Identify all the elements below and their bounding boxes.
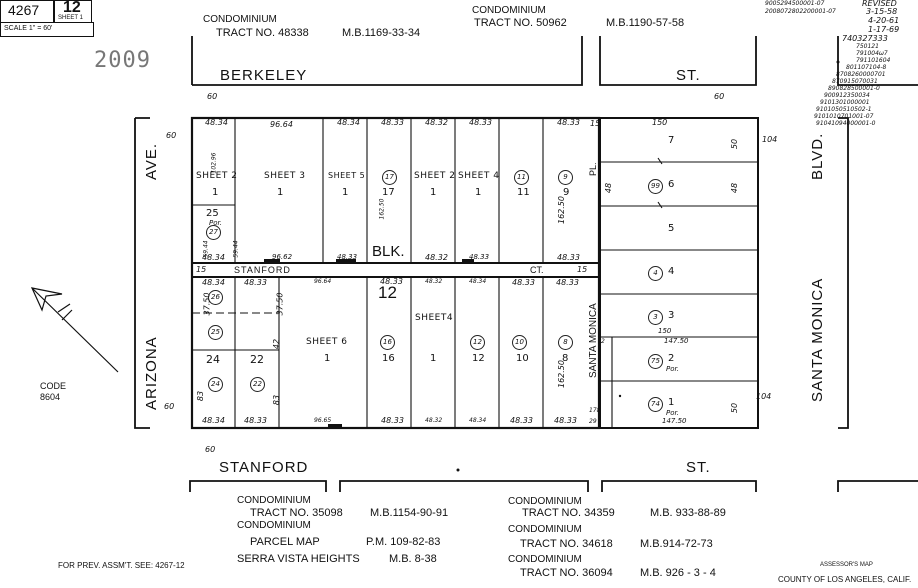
parcel-10: 10 [512, 335, 527, 350]
lot-1-s4b: 1 [430, 353, 437, 364]
page-number: 12 [63, 0, 81, 16]
parcel-99: 99 [648, 179, 663, 194]
code-value: 8604 [40, 392, 61, 402]
lot-1-s4: 1 [475, 187, 482, 198]
parcel-3: 3 [648, 310, 663, 325]
sheet-3: SHEET 3 [264, 171, 306, 181]
lot-1-s3: 1 [277, 187, 284, 198]
scale-text: SCALE 1" = 60' [4, 25, 53, 32]
dim-50-bottom: 50 [730, 402, 740, 414]
code-label: CODE [40, 381, 67, 391]
dim-104-bottom: 104 [756, 392, 772, 401]
condo-bl1-title: CONDOMINIUM [237, 495, 311, 506]
dim-15-b: 15 [196, 265, 207, 274]
lot-r7: 7 [668, 135, 675, 146]
parcel-26: 26 [208, 290, 223, 305]
dim-top-3: 48.34 [337, 118, 360, 127]
county-label: COUNTY OF LOS ANGELES, CALIF. [778, 575, 912, 584]
dim-top-5: 48.32 [425, 118, 448, 127]
north-arrow [32, 288, 118, 372]
lot-24: 24 [206, 353, 220, 366]
dim-top-7: 48.33 [557, 118, 580, 127]
lot-r3: 3 [668, 310, 675, 321]
dim-15-a: 15 [590, 119, 601, 128]
condo-br1-tract: TRACT NO. 34359 [522, 507, 615, 519]
condo-br2-title: CONDOMINIUM [508, 524, 582, 535]
sheet-2-top: SHEET 2 [196, 171, 238, 181]
dim-low-5: 48.32 [425, 278, 443, 285]
dim-59-44-b: 59.44 [232, 240, 240, 258]
dim-low-7: 48.33 [512, 278, 535, 287]
stanford-far-right [838, 481, 918, 492]
street-santa-monica-pl-top: PL. [588, 162, 598, 176]
dim-37-50: 37.50 [202, 292, 212, 316]
parcel-25: 25 [208, 325, 223, 340]
dim-bot-5: 48.32 [425, 417, 443, 424]
street-santa-monica-pl: SANTA MONICA [588, 303, 599, 378]
condo-br1-title: CONDOMINIUM [508, 496, 582, 507]
dim-top-4: 48.33 [381, 118, 404, 127]
dim-mid-6: 48.33 [557, 253, 580, 262]
lot-10: 10 [516, 353, 529, 364]
dim-2: 2 [601, 338, 605, 345]
dim-mid-5: 48.33 [469, 253, 490, 261]
dim-bot-4: 48.33 [381, 416, 404, 425]
top-stamp-2: 2008072802200001-07 [765, 8, 836, 15]
dim-60-berkeley-left: 60 [207, 92, 218, 101]
sheet-5: SHEET 5 [328, 171, 366, 180]
dim-60-stanford: 60 [205, 445, 216, 454]
santa-monica-east-curb [838, 118, 848, 428]
dim-37-50-b: 37.50 [275, 292, 285, 316]
condo-br1-mb: M.B. 933-88-89 [650, 507, 726, 519]
dim-mid-2: 96.62 [272, 253, 293, 261]
parcel-8: 8 [558, 335, 573, 350]
condo-br2-tract: TRACT NO. 34618 [520, 538, 613, 550]
dim-147-bot: 147.50 [662, 417, 687, 425]
lot-16: 16 [382, 353, 395, 364]
street-stanford-ct-suffix: CT. [530, 265, 544, 275]
dim-50-top: 50 [730, 138, 740, 150]
stanford-south-curb-mid [340, 481, 588, 492]
lot-25-por: Por. [209, 219, 222, 227]
dim-bot-1: 48.34 [202, 416, 225, 425]
sheet-4-top: SHEET 4 [458, 171, 500, 181]
dim-162-50-a: 162.50 [378, 198, 386, 220]
parcel-75: 75 [648, 354, 663, 369]
block-number: 12 [378, 283, 397, 302]
parcel-22: 22 [250, 377, 265, 392]
lot-22: 22 [250, 353, 264, 366]
parcel-27: 27 [206, 225, 221, 240]
dim-mid-1: 48.34 [202, 253, 225, 262]
lot-r6: 6 [668, 179, 675, 190]
lot-11: 11 [517, 187, 530, 198]
dim-bot-2: 48.33 [244, 416, 267, 425]
parcel-16: 16 [380, 335, 395, 350]
condo-bl2-mb: P.M. 109-82-83 [366, 536, 441, 548]
sheet-label: SHEET 1 [58, 15, 83, 21]
dim-178: 178 [589, 407, 601, 414]
dim-162-50-c: 162.50 [557, 360, 566, 388]
dim-102-96: 102.96 [210, 152, 218, 174]
condo-br3-tract: TRACT NO. 36094 [520, 567, 613, 579]
lot-1-s2-left: 1 [212, 187, 219, 198]
dim-top-2: 96.64 [270, 120, 293, 129]
dim-60-arizona-bottom: 60 [164, 402, 175, 411]
lot-r2: 2 [668, 353, 675, 364]
prev-assessment: FOR PREV. ASSM'T. SEE: 4267-12 [58, 561, 185, 570]
condo-top-left-tract: TRACT NO. 48338 [216, 27, 309, 39]
dim-bot-3: 96.65 [314, 417, 332, 424]
assessor-title: ASSESSOR'S MAP [820, 562, 873, 568]
dim-42: 42 [272, 338, 282, 350]
dim-bot-8: 48.33 [554, 416, 577, 425]
dim-104-top: 104 [762, 135, 778, 144]
lot-r2-por: Por. [666, 365, 679, 373]
street-santa-monica-blvd: SANTA MONICA [809, 277, 826, 402]
street-stanford-st: ST. [686, 459, 711, 476]
condo-top-right-mb: M.B.1190-57-58 [606, 17, 685, 29]
condo-top-right-title: CONDOMINIUM [472, 5, 546, 16]
dim-top-1: 48.34 [205, 118, 228, 127]
lot-1-s5: 1 [342, 187, 349, 198]
dim-60-arizona-top: 60 [166, 131, 177, 140]
dim-162-50-b: 162.50 [557, 196, 566, 224]
lot-1-s6: 1 [324, 353, 331, 364]
dim-59-44: 59.44 [202, 240, 210, 258]
condo-br3-mb: M.B. 926 - 3 - 4 [640, 567, 716, 579]
condo-br2-mb: M.B.914-72-73 [640, 538, 713, 550]
dim-60-berkeley-right: 60 [714, 92, 725, 101]
street-berkeley: BERKELEY [220, 67, 308, 84]
lot-8: 8 [562, 353, 569, 364]
condo-top-right-tract: TRACT NO. 50962 [474, 17, 567, 29]
lot-r1: 1 [668, 397, 675, 408]
dim-low-1: 48.34 [202, 278, 225, 287]
dim-150-mid: 150 [658, 327, 672, 335]
lot-r4: 4 [668, 266, 675, 277]
sheet-4-bottom: SHEET4 [415, 313, 454, 323]
street-arizona-ave: AVE. [143, 142, 160, 180]
sheet-2-mid: SHEET 2 [414, 171, 456, 181]
dim-top-6: 48.33 [469, 118, 492, 127]
street-stanford: STANFORD [219, 459, 309, 476]
dim-low-6: 48.34 [469, 278, 487, 285]
condo-bl1-tract: TRACT NO. 35098 [250, 507, 343, 519]
top-stamp-1: 9005294500001-07 [765, 0, 825, 7]
condo-bl3-tract: SERRA VISTA HEIGHTS [237, 553, 360, 565]
lot-1-s2: 1 [430, 187, 437, 198]
condo-br3-title: CONDOMINIUM [508, 554, 582, 565]
dim-48-b: 48 [730, 182, 740, 194]
lot-9: 9 [563, 187, 570, 198]
condo-bl3-mb: M.B. 8-38 [389, 553, 437, 565]
dim-150-top: 150 [652, 118, 668, 127]
dim-83: 83 [196, 390, 206, 402]
stanford-south-curb [190, 481, 326, 492]
dim-bot-7: 48.33 [510, 416, 533, 425]
street-stanford-ct: STANFORD [234, 265, 291, 275]
revision-stamps: REVISED 3-15-58 4-20-61 1-17-69 740327333 750121 791004ω7 791101604 801107104-8 8708260000701 870915070031 890828500001-0 900912350034 9101301000001 9101050510502-1 9101010701001-07 91041094000001-0 [814, 0, 900, 127]
parcel-11: 11 [514, 170, 529, 185]
dim-low-3: 96.64 [314, 278, 332, 285]
parcel-12: 12 [470, 335, 485, 350]
dim-mid-3: 48.33 [337, 253, 358, 261]
lot-r1-por: Por. [666, 409, 679, 417]
street-arizona: ARIZONA [143, 336, 160, 410]
dim-low-2: 48.33 [244, 278, 267, 287]
condo-bl2-title: CONDOMINIUM [237, 520, 311, 531]
dim-low-4: 48.33 [380, 277, 403, 286]
year-stamp: 2009 [94, 48, 151, 73]
parcel-17: 17 [382, 170, 397, 185]
condo-bl2-tract: PARCEL MAP [250, 536, 320, 548]
lot-12: 12 [472, 353, 485, 364]
dim-mid-4: 48.32 [425, 253, 448, 262]
street-berkeley-st: ST. [676, 67, 701, 84]
dim-48-a: 48 [604, 182, 614, 194]
condo-bl1-mb: M.B.1154-90-91 [370, 507, 449, 519]
lot-r5: 5 [668, 223, 675, 234]
lot-25-top: 25 [206, 208, 219, 219]
condo-top-left-title: CONDOMINIUM [203, 14, 277, 25]
lot-17: 17 [382, 187, 395, 198]
book-page-number: 4267 [8, 2, 40, 18]
parcel-74: 74 [648, 397, 663, 412]
parcel-4: 4 [648, 266, 663, 281]
block-label: BLK. [372, 243, 405, 260]
parcel-9: 9 [558, 170, 573, 185]
dim-83-b: 83 [272, 394, 282, 406]
stanford-south-curb-right [602, 481, 756, 492]
sheet-6: SHEET 6 [306, 337, 348, 347]
dim-15-c: 15 [577, 265, 588, 274]
condo-top-left-mb: M.B.1169-33-34 [342, 27, 421, 39]
dim-bot-6: 48.34 [469, 417, 487, 424]
dim-29: 29 [589, 418, 597, 425]
parcel-24: 24 [208, 377, 223, 392]
dim-147-mid: 147.50 [664, 337, 689, 345]
street-santa-monica-blvd-suffix: BLVD. [809, 132, 826, 180]
dim-low-8: 48.33 [556, 278, 579, 287]
